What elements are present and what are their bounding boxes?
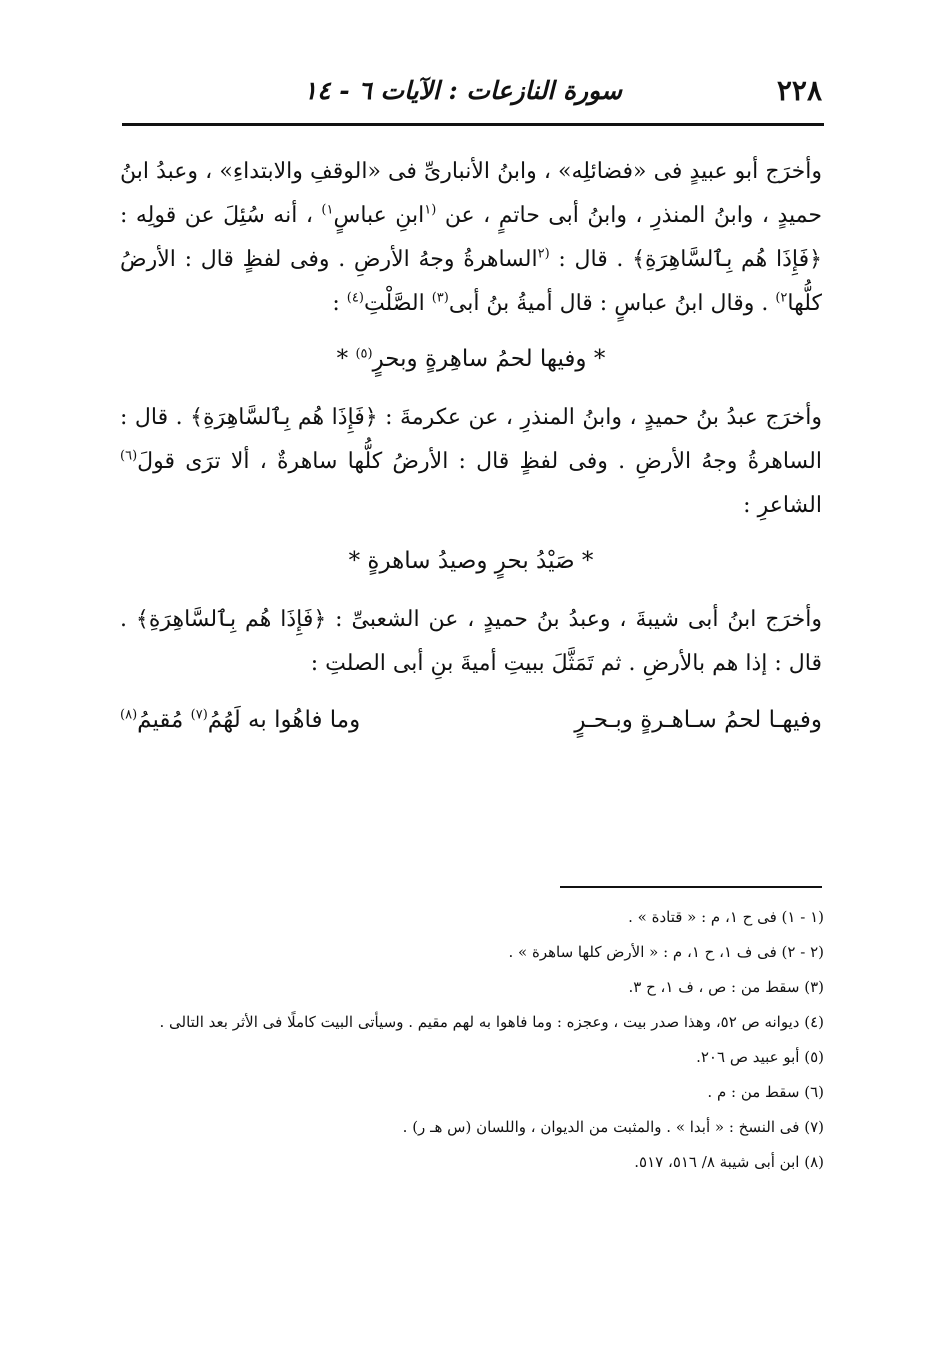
running-title: سورة النازعات : الآيات ٦ - ١٤ bbox=[303, 76, 622, 105]
verse-text: مُقيمُ bbox=[137, 707, 184, 733]
text-run: الساهرةُ وجهُ الأرضِ . وفى لفظٍ قال : الأرضُ كلُّها bbox=[120, 247, 822, 316]
verse-3 bbox=[120, 696, 822, 744]
footnote-marker: (٢ bbox=[537, 246, 550, 262]
verse-text: * صَيْدُ بحرٍ وصيدُ ساهرةٍ * bbox=[348, 548, 594, 574]
footnote: (٥) أبو عبيد ص ٢٠٦. bbox=[696, 1048, 824, 1066]
paragraph-1 bbox=[120, 150, 822, 326]
footnote-marker: (٥) bbox=[355, 346, 373, 362]
footnotes bbox=[118, 900, 824, 1180]
footnote-marker: (٧) bbox=[190, 707, 208, 723]
footnote-marker: (٣) bbox=[431, 290, 449, 306]
footnote: (٢ - ٢) فى ف ١، ح ١، م : « الأرض كلها ساهرة » . bbox=[508, 943, 824, 961]
footnote-marker: (٤) bbox=[346, 290, 364, 306]
footnote: (١ - ١) فى ح ١، م : « قتادة » . bbox=[628, 908, 824, 926]
text-run: ، أنه سُئِلَ عن قولِه : ﴿فَإِذَا هُم بِٱلسَّاهِرَةِ﴾ . قال : bbox=[120, 203, 822, 272]
verse-end-mark: * bbox=[336, 346, 349, 372]
text-run: : bbox=[332, 291, 340, 316]
text-run: الصَّلْتِ bbox=[363, 291, 425, 316]
verse-1 bbox=[120, 332, 822, 386]
text-run: الشاعرِ : bbox=[743, 493, 822, 518]
verse-hemistich-second bbox=[120, 696, 360, 744]
verse-hemistich-first: وفيهـا لحمُ سـاهـرةٍ وبـحـرٍ bbox=[574, 707, 822, 733]
page-number: ٢٢٨ bbox=[776, 74, 822, 107]
footnote: (٧) فى النسخ : « أبدا » . والمثبت من الديوان ، واللسان (س هـ ر) . bbox=[402, 1118, 824, 1136]
footnote: (٤) ديوانه ص ٥٢، وهذا صدر بيت ، وعجزه : وما فاهوا به لهم مقيم . وسيأتى البيت كاملًا فى الأثر بعد التالى . bbox=[159, 1013, 824, 1031]
text-run: . وقال ابنُ عباسٍ : قال أميةُ بنُ أبى bbox=[448, 291, 769, 316]
text-run: ابنِ عباسٍ bbox=[333, 203, 425, 228]
text-run: وأخرَج أبو عبيدٍ فى «فضائلِه» ، وابنُ الأنبارىِّ فى «الوقفِ والابتداءِ» ، وعبدُ ابنُ حميدٍ ، وابنُ المنذرِ ، وابنُ أبى حاتمٍ ، عن bbox=[120, 159, 822, 228]
footnote-marker: ١) bbox=[321, 202, 334, 218]
footnote-rule bbox=[560, 886, 822, 888]
verse-2 bbox=[120, 534, 822, 588]
text-run: وأخرَج ابنُ أبى شيبةَ ، وعبدُ بنُ حميدٍ ، عن الشعبىِّ : ﴿فَإِذَا هُم بِٱلسَّاهِرَةِ﴾ . قال : إذا هم بالأرضِ . ثم تَمَثَّلَ ببيتِ أميةَ بنِ أبى الصلتِ : bbox=[120, 607, 822, 676]
verse-text: وما فاهُوا به لَهُمُ bbox=[207, 707, 361, 733]
footnote-marker: ٢) bbox=[775, 290, 788, 306]
header-rule bbox=[122, 123, 824, 126]
paragraph-2 bbox=[120, 396, 822, 528]
footnote-marker: (٦) bbox=[120, 448, 138, 464]
footnote: (٨) ابن أبى شيبة ٨/ ٥١٦، ٥١٧. bbox=[634, 1153, 824, 1171]
paragraph-3 bbox=[120, 598, 822, 686]
main-text bbox=[120, 150, 822, 744]
footnote: (٦) سقط من : م . bbox=[707, 1083, 824, 1101]
footnote-marker: (٨) bbox=[120, 707, 138, 723]
text-run: وأخرَج عبدُ بنُ حميدٍ ، وابنُ المنذرِ ، عن عكرمةَ : ﴿فَإِذَا هُم بِٱلسَّاهِرَةِ﴾ . قال : الساهرةُ وجهُ الأرضِ . وفى لفظٍ قال : الأرضُ كلُّها ساهرةٌ ، ألا ترَى قولَ bbox=[120, 405, 822, 474]
page-header bbox=[122, 74, 822, 114]
verse-text: * وفيها لحمُ ساهِرةٍ وبحرٍ bbox=[372, 346, 606, 372]
footnote: (٣) سقط من : ص ، ف ١، ح ٣. bbox=[628, 978, 824, 996]
footnote-marker: (١ bbox=[424, 202, 437, 218]
